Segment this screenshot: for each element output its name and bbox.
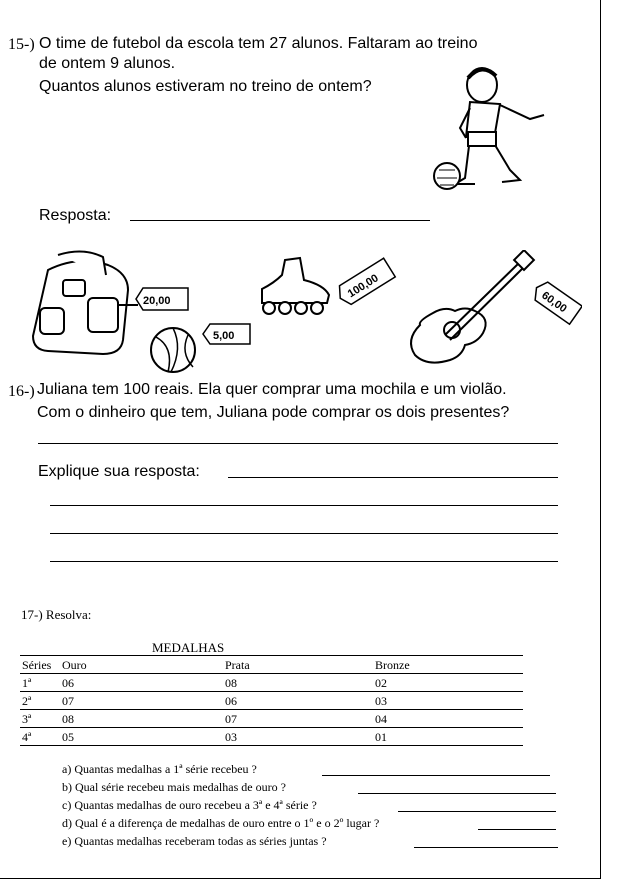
q15-answer-line[interactable] (130, 220, 430, 221)
medals-table-title: MEDALHAS (152, 640, 225, 655)
q15-number: 15-) (8, 36, 35, 53)
q16-explain-line-4[interactable] (50, 561, 558, 562)
guitar-price-tag (532, 275, 582, 330)
cell-silver: 08 (223, 674, 373, 692)
cell-series: 3ª (20, 710, 60, 728)
cell-bronze: 04 (373, 710, 523, 728)
skate-price-text: 100,00 (345, 272, 381, 301)
q17-title: 17-) Resolva: (21, 607, 92, 622)
q17-question-e: e) Quantas medalhas receberam todas as séries juntas ? (62, 834, 327, 848)
soccer-player-illustration (430, 60, 555, 195)
cell-gold: 07 (62, 693, 74, 708)
ball-price-tag (202, 322, 252, 348)
q17-question-b: b) Qual série recebeu mais medalhas de ouro ? (62, 780, 286, 794)
header-silver: Prata (223, 656, 373, 674)
skate-price-tag (335, 255, 397, 307)
ball-price-text: 5,00 (213, 330, 235, 342)
q15-line3: Quantos alunos estiveram no treino de ontem? (39, 78, 372, 95)
q17-answer-line-b[interactable] (358, 793, 556, 794)
cell-series: 1ª (20, 674, 60, 692)
q15-answer-label: Resposta: (39, 207, 112, 224)
header-series: Séries (20, 656, 60, 674)
cell-gold: 06 (60, 674, 223, 692)
q17-answer-line-c[interactable] (398, 811, 556, 812)
q16-explain-line-3[interactable] (50, 533, 558, 534)
cell-bronze: 02 (373, 674, 523, 692)
backpack-price-text: 20,00 (143, 295, 171, 307)
q17-question-a: a) Quantas medalhas a 1ª série recebeu ? (62, 762, 257, 776)
beach-ball-illustration (148, 325, 203, 375)
cell-series: 2ª (22, 693, 32, 708)
backpack-price-tag (135, 285, 190, 315)
table-row (20, 728, 523, 746)
cell-silver: 06 (225, 693, 237, 708)
cell-bronze: 03 (375, 693, 387, 708)
q17-question-c: c) Quantas medalhas de ouro recebeu a 3ª e 4ª série ? (62, 798, 317, 812)
cell-silver: 07 (223, 710, 373, 728)
q16-explain-label: Explique sua resposta: (38, 463, 200, 480)
q16-line2: Com o dinheiro que tem, Juliana pode comprar os dois presentes? (37, 404, 510, 421)
q17-answer-line-d[interactable] (478, 829, 556, 830)
table-row (20, 710, 523, 728)
cell-gold: 05 (60, 728, 223, 746)
table-row (20, 674, 523, 692)
header-bronze: Bronze (373, 656, 523, 674)
q16-explain-line-1[interactable] (228, 477, 558, 478)
q16-line1: Juliana tem 100 reais. Ela quer comprar uma mochila e um violão. (37, 381, 507, 398)
cell-bronze: 01 (373, 728, 523, 746)
guitar-price-text: 60,00 (539, 289, 569, 316)
q15-line2: de ontem 9 alunos. (39, 55, 176, 72)
guitar-illustration (400, 250, 540, 370)
q17-answer-line-e[interactable] (414, 847, 558, 848)
header-gold: Ouro (60, 656, 223, 674)
q15-line1: O time de futebol da escola tem 27 alunos. Faltaram ao treino (39, 35, 478, 52)
medals-header-row (20, 656, 523, 674)
roller-skate-illustration (255, 255, 335, 317)
q17-answer-line-a[interactable] (322, 775, 550, 776)
q17-question-d: d) Qual é a diferença de medalhas de ouro entre o 1º e o 2º lugar ? (62, 816, 380, 830)
q16-answer-line-1[interactable] (38, 443, 558, 444)
cell-gold: 08 (60, 710, 223, 728)
q16-explain-line-2[interactable] (50, 505, 558, 506)
cell-silver: 03 (223, 728, 373, 746)
cell-series: 4ª (20, 728, 60, 746)
q16-number: 16-) (8, 383, 35, 400)
table-row (20, 692, 523, 710)
medals-table (20, 655, 523, 746)
